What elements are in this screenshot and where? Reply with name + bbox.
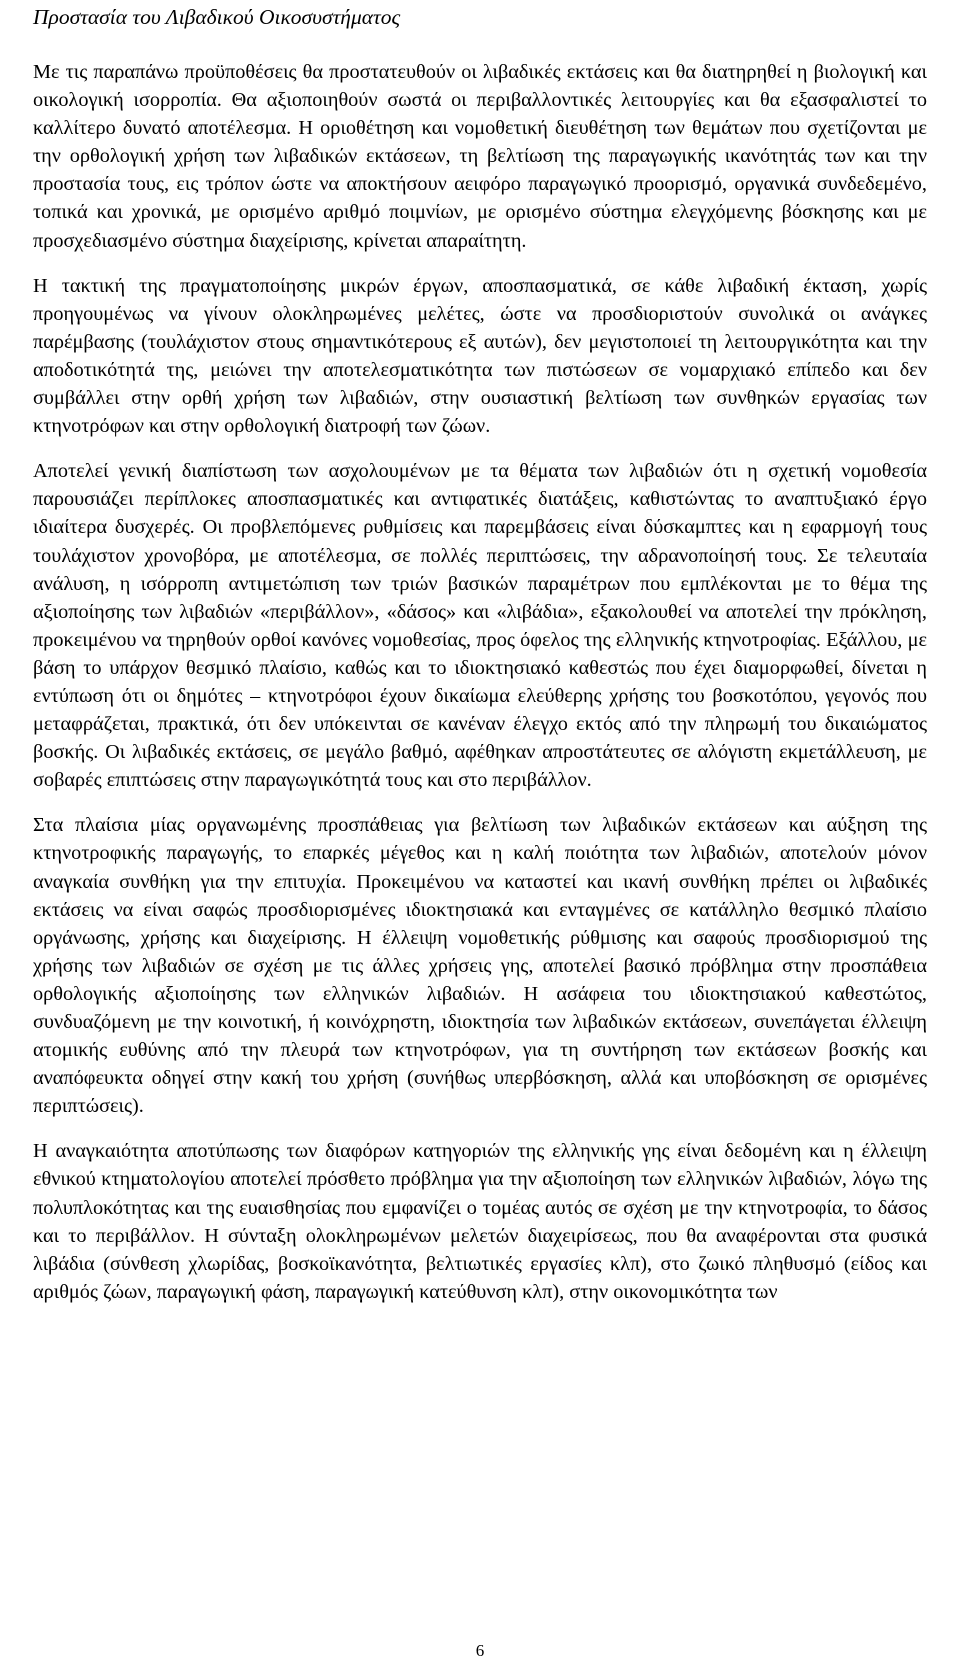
body-text <box>33 58 927 1323</box>
paragraph-1: Με τις παραπάνω προϋποθέσεις θα προστατευθούν οι λιβαδικές εκτάσεις και θα διατηρηθεί η βιολογική και οικολογική ισορροπία. Θα αξιοποιηθούν σωστά οι περιβαλλοντικές λειτουργίες και θα εξασφαλιστεί το καλλίτερο δυνατό αποτέλεσμα. Η οριοθέτηση και νομοθετική διευθέτηση των θεμάτων που σχετίζονται με την ορθολογική χρήση των λιβαδικών εκτάσεων, τη βελτίωση της παραγωγικής ικανότητάς των και την προστασία τους, εις τρόπον ώστε να αποκτήσουν αειφόρο παραγωγικό προορισμό, οργανικά συνδεδεμένο, τοπικά και χρονικά, με ορισμένο αριθμό ποιμνίων, με ορισμένο σύστημα ελεγχόμενης βόσκησης και με προσχεδιασμένο σύστημα διαχείρισης, κρίνεται απαραίτητη. <box>33 61 927 252</box>
paragraph-3: Αποτελεί γενική διαπίστωση των ασχολουμένων με τα θέματα των λιβαδιών ότι η σχετική νομοθεσία παρουσιάζει περίπλοκες αποσπασματικές και αντιφατικές διατάξεις, καθιστώντας το αναπτυξιακό έργο ιδιαίτερα δυσχερές. Οι προβλεπόμενες ρυθμίσεις και παρεμβάσεις είναι δύσκαμπτες και η εφαρμογή τους τουλάχιστον χρονοβόρα, με αποτέλεσμα, σε πολλές περιπτώσεις, την αδρανοποίησή τους. Σε τελευταία ανάλυση, η ισόρροπη αντιμετώπιση των τριών βασικών παραμέτρων που εμπλέκονται με το θέμα της αξιοποίησης των λιβαδιών «περιβάλλον», «δάσος» και «λιβάδια», εξακολουθεί να αποτελεί την πρόκληση, προκειμένου να τηρηθούν ορθοί κανόνες νομοθεσίας, προς όφελος της ελληνικής κτηνοτροφίας. Εξάλλου, με βάση το υπάρχον θεσμικό πλαίσιο, καθώς και το ιδιοκτησιακό καθεστώς που έχει διαμορφωθεί, δίνεται η εντύπωση ότι οι δημότες – κτηνοτρόφοι έχουν δικαίωμα ελεύθερης χρήσης του βοσκοτόπου, γεγονός που μεταφράζεται, πρακτικά, ότι δεν υπόκεινται σε κανέναν έλεγχο εκτός από την πληρωμή του δικαιώματος βοσκής. Οι λιβαδικές εκτάσεις, σε μεγάλο βαθμό, αφέθηκαν απροστάτευτες σε αλόγιστη εκμετάλλευση, με σοβαρές επιπτώσεις στην παραγωγικότητά τους και στο περιβάλλον. <box>33 460 927 792</box>
paragraph-2: Η τακτική της πραγματοποίησης μικρών έργων, αποσπασματικά, σε κάθε λιβαδική έκταση, χωρίς προηγουμένως να γίνουν ολοκληρωμένες μελέτες, ώστε να προσδιοριστούν συνολικά οι ανάγκες παρέμβασης (τουλάχιστον στους σημαντικότερους εξ αυτών), δεν μεγιστοποιεί τη λειτουργικότητα και την αποδοτικότητά της, μειώνει την αποτελεσματικότητα των πιστώσεων σε νομαρχιακό επίπεδο και δεν συμβάλλει στην ορθή χρήση των λιβαδιών, στην ουσιαστική βελτίωση των συνθηκών εργασίας των κτηνοτρόφων και στην ορθολογική διατροφή των ζώων. <box>33 274 927 438</box>
page-number: 6 <box>475 1641 485 1660</box>
section-title: Προστασία του Λιβαδικού Οικοσυστήματος <box>33 5 401 29</box>
paragraph-5: Η αναγκαιότητα αποτύπωσης των διαφόρων κατηγοριών της ελληνικής γης είναι δεδομένη και η έλλειψη εθνικού κτηματολογίου αποτελεί πρόσθετο πρόβλημα για την αξιοποίηση των ελληνικών λιβαδιών, λόγω της πολυπλοκότητας και της ευαισθησίας που εμφανίζει ο τομέας αυτός σε σχέση με την κτηνοτροφία, το δάσος και το περιβάλλον. Η σύνταξη ολοκληρωμένων μελετών διαχειρίσεως, που θα αναφέρονται στα φυσικά λιβάδια (σύνθεση χλωρίδας, βοσκοϊκανότητα, βελτιωτικές εργασίες κλπ), στο ζωικό πληθυσμό (είδος και αριθμός ζώων, παραγωγική φάση, παραγωγική κατεύθυνση κλπ), στην οικονομικότητα των <box>33 1140 927 1303</box>
paragraph-4: Στα πλαίσια μίας οργανωμένης προσπάθειας για βελτίωση των λιβαδικών εκτάσεων και αύξηση της κτηνοτροφικής παραγωγής, το επαρκές μέγεθος και η καλή ποιότητα των λιβαδιών, αποτελούν μόνον αναγκαία συνθήκη για την επιτυχία. Προκειμένου να καταστεί και ικανή συνθήκη πρέπει οι λιβαδικές εκτάσεις να είναι σαφώς προσδιορισμένες ιδιοκτησιακά και ενταγμένες σε κατάλληλο θεσμικό πλαίσιο οργάνωσης, χρήσης και διαχείρισης. Η έλλειψη νομοθετικής ρύθμισης και σαφούς προσδιορισμού της χρήσης των λιβαδιών σε σχέση με τις άλλες χρήσεις γης, αποτελεί βασικό πρόβλημα στην προσπάθεια ορθολογικής αξιοποίησης των ελληνικών λιβαδιών. Η ασάφεια του ιδιοκτησιακού καθεστώτος, συνδυαζόμενη με την κοινοτική, ή κοινόχρηστη, ιδιοκτησία των λιβαδικών εκτάσεων, συνεπάγεται έλλειψη ατομικής ευθύνης από την πλευρά των κτηνοτρόφων, για τη συντήρηση των εκτάσεων βοσκής και αναπόφευκτα οδηγεί στην κακή του χρήση (συνήθως υπερβόσκηση, αλλά και υποβόσκηση σε ορισμένες περιπτώσεις). <box>33 814 927 1118</box>
